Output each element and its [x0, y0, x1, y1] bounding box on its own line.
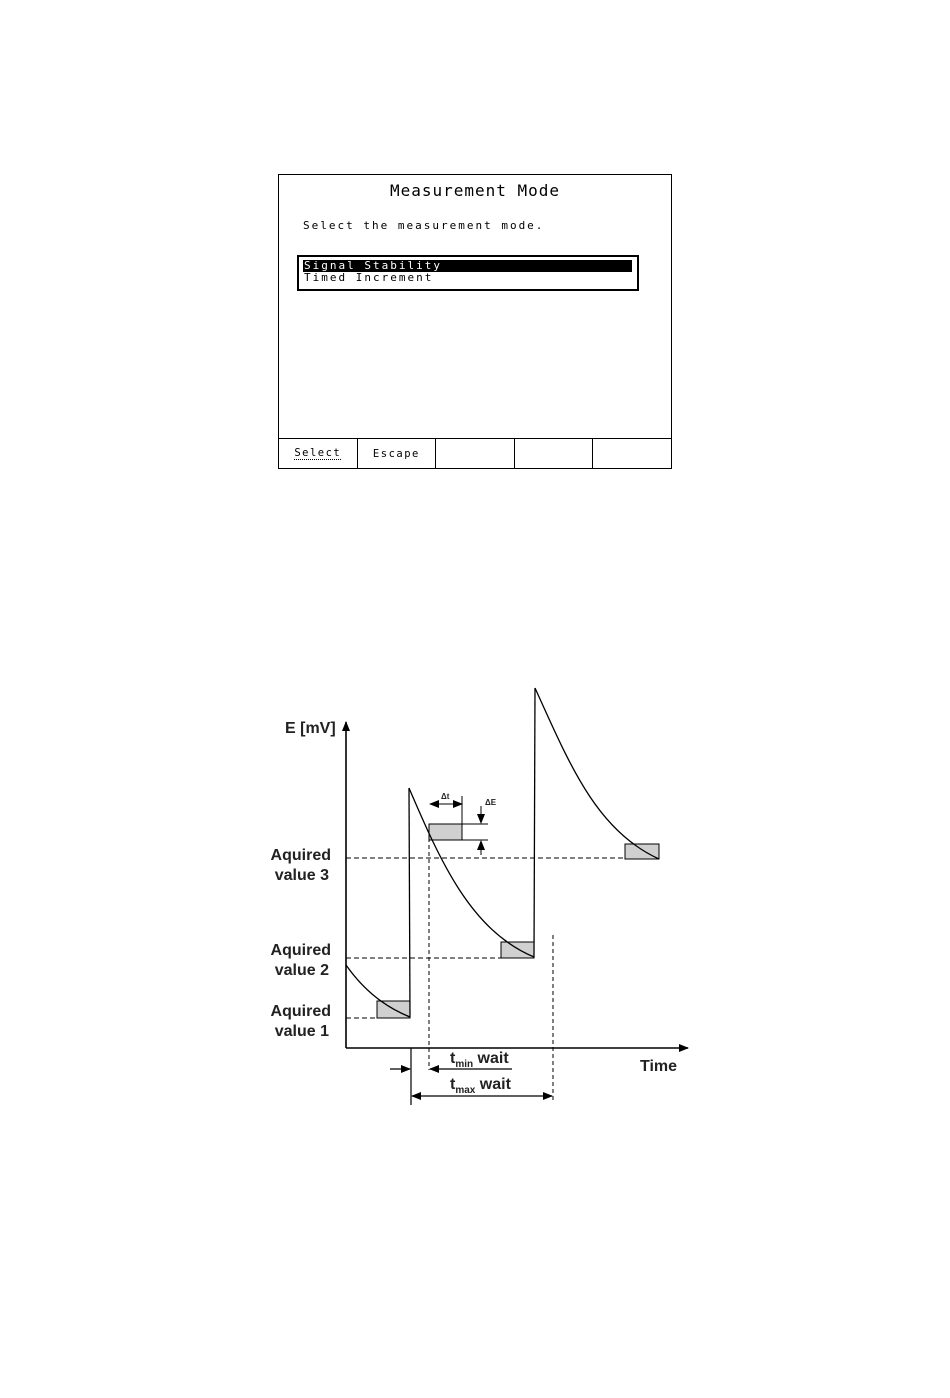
- mode-item-timed-increment[interactable]: Timed Increment: [304, 271, 434, 284]
- signal-curve-2: [409, 788, 534, 957]
- screen-title: Measurement Mode: [389, 181, 561, 200]
- delta-e-label: ΔE: [485, 798, 497, 807]
- signal-curve-3: [535, 688, 659, 859]
- mode-item-signal-stability[interactable]: Signal Stability: [303, 260, 632, 272]
- t-max-label: $t_{max}$ wait: [450, 1076, 511, 1096]
- signal-jump-2: [534, 688, 535, 957]
- signal-jump-1: [409, 788, 410, 1017]
- stability-window-2: [501, 942, 534, 958]
- x-axis-label: Time: [640, 1058, 678, 1075]
- softkey-escape-label: Escape: [372, 447, 420, 460]
- y-label-value-1: Aquired value 1: [270, 1003, 331, 1040]
- y-label-value-2: Aquired value 2: [270, 942, 331, 979]
- t-min-label: $t_{min}$ wait: [450, 1050, 509, 1070]
- y-label-value-3: Aquired value 3: [270, 847, 331, 884]
- screen-prompt: Select the measurement mode.: [303, 219, 545, 232]
- delta-t-label: Δt: [441, 792, 450, 801]
- delta-window: [429, 824, 462, 840]
- y-axis-label: E [mV]: [285, 720, 336, 737]
- softkey-select-label: Select: [294, 447, 342, 459]
